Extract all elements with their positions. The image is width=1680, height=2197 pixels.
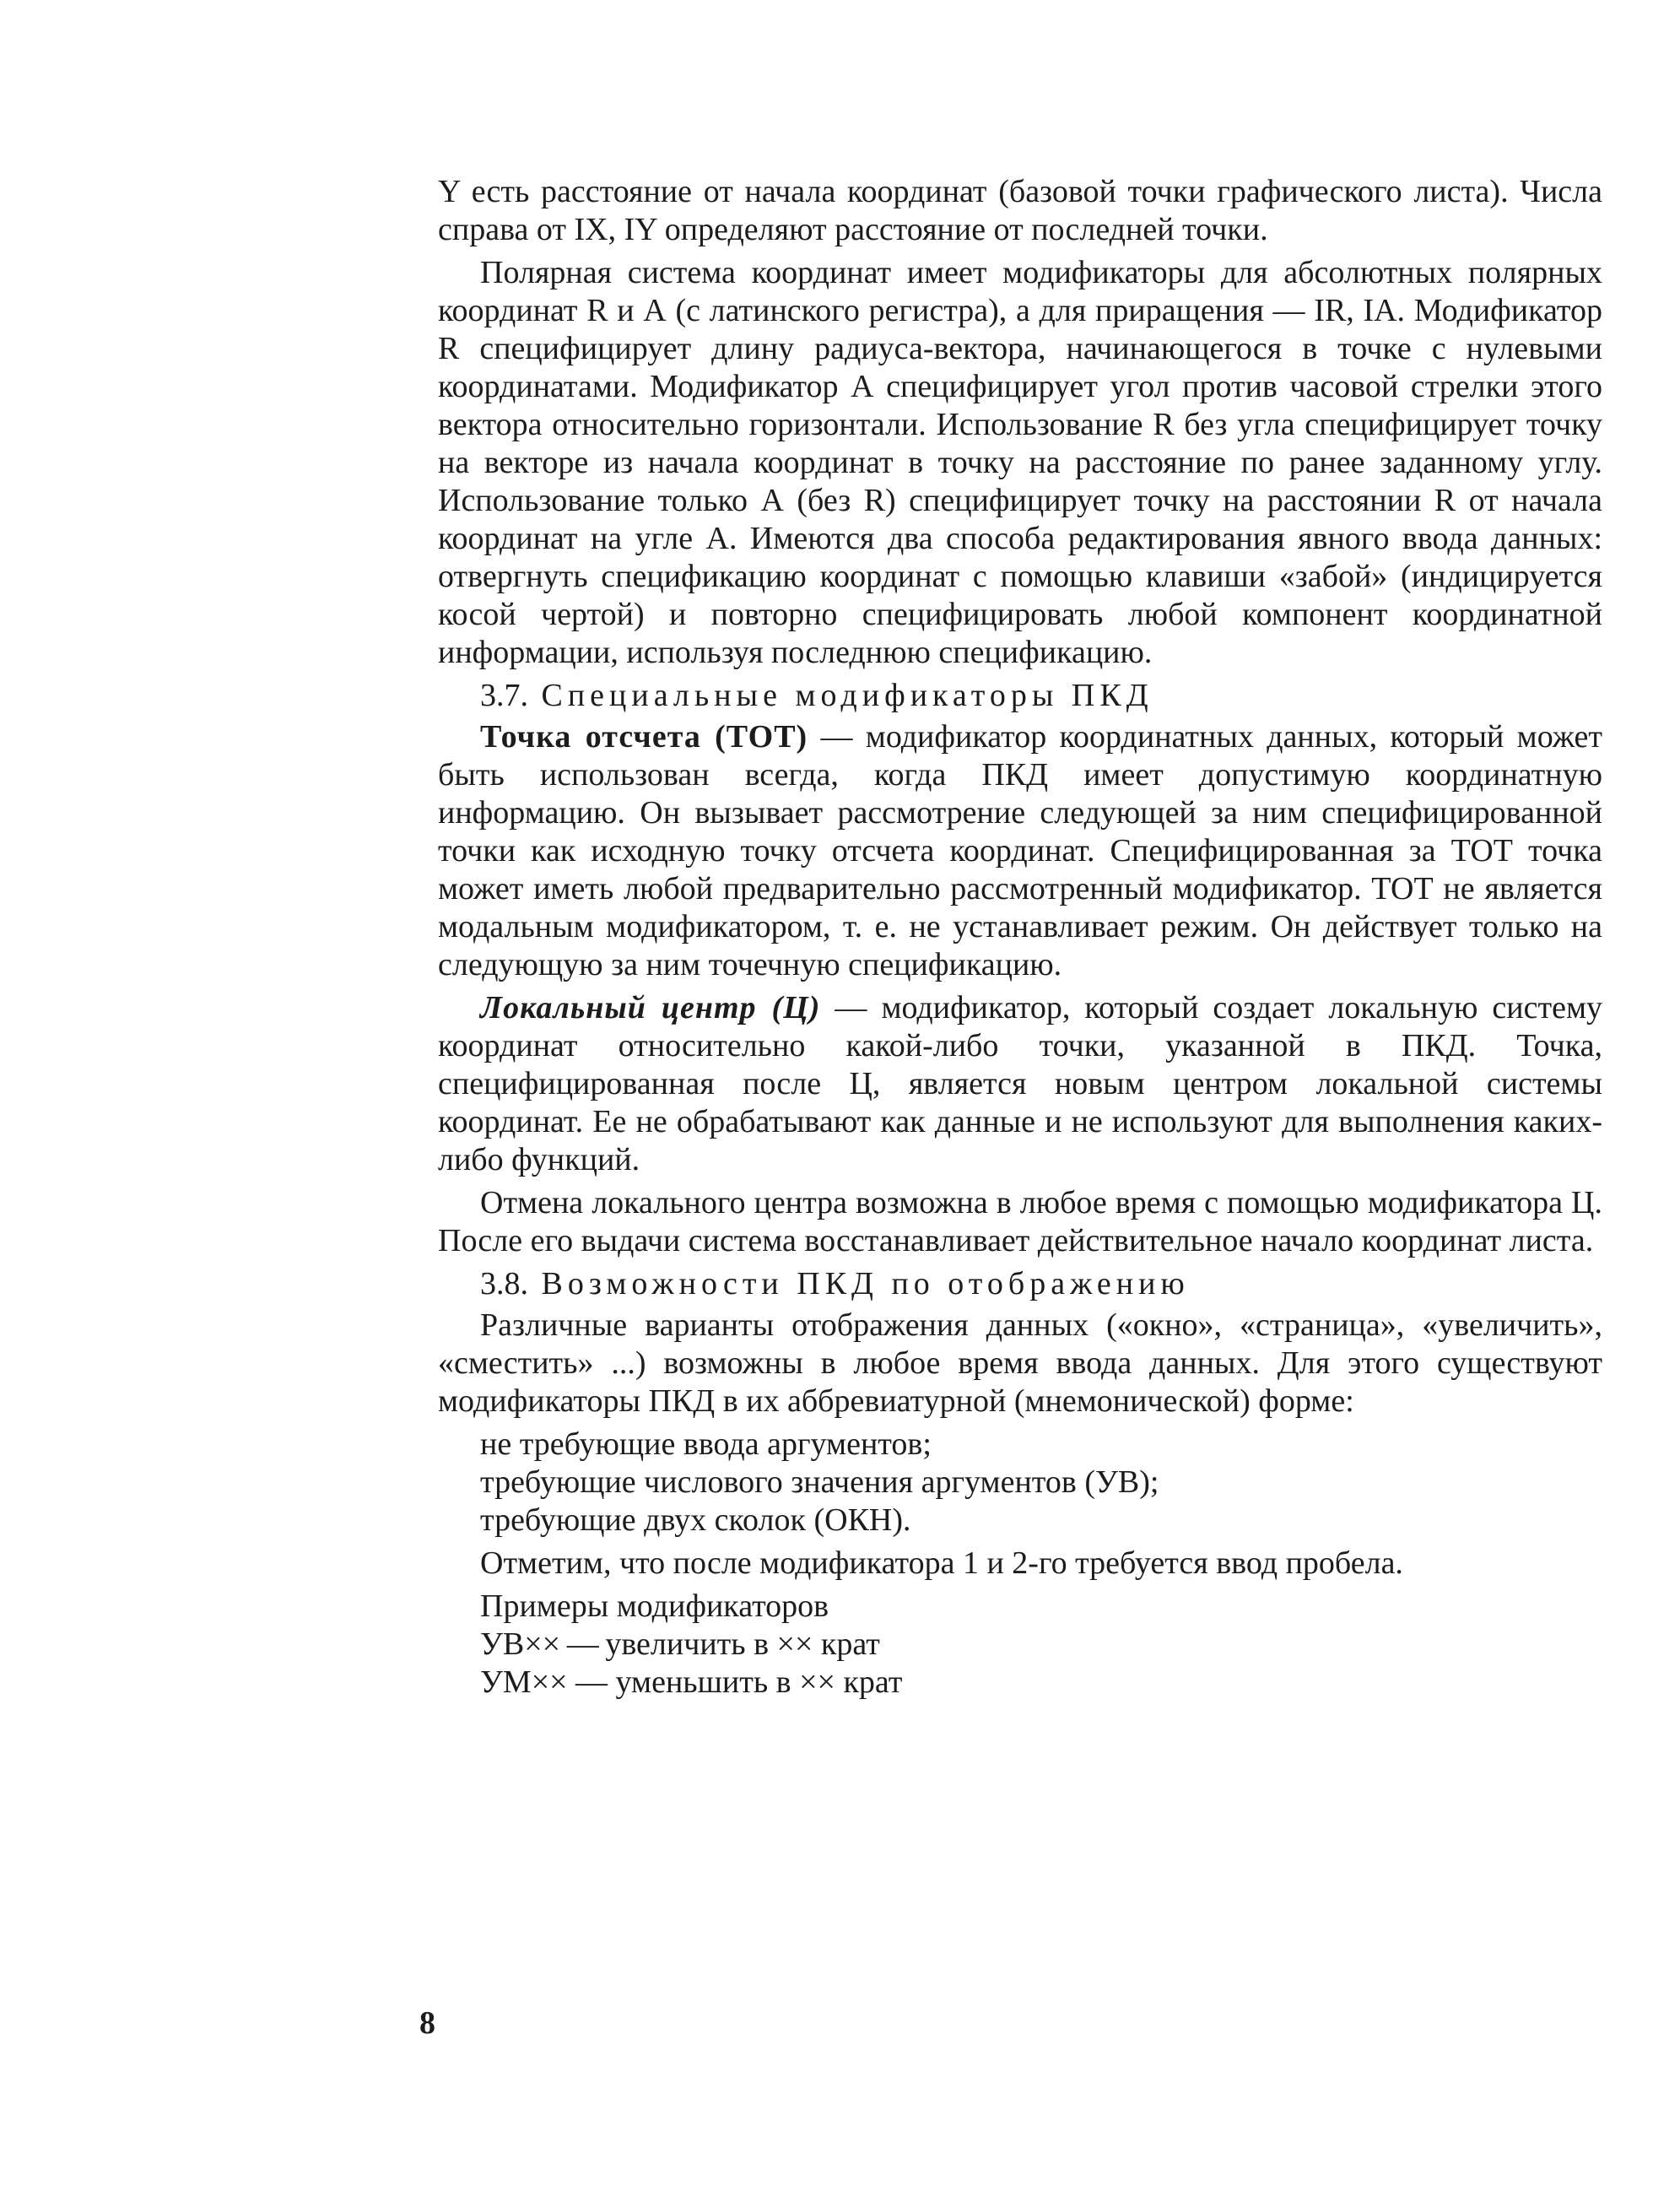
section-heading-3-8	[438, 1265, 1602, 1303]
term-reference-point: Точка отсчета (ТОТ)	[480, 719, 808, 755]
list-item: не требующие ввода аргументов;	[480, 1426, 932, 1462]
section-number: 3.8.	[480, 1266, 528, 1301]
paragraph-reference-point	[438, 718, 1602, 984]
list-item: УВ×× — увеличить в ×× крат	[480, 1626, 880, 1662]
paragraph-local-center	[438, 989, 1602, 1179]
paragraph-polar-system: Полярная система координат имеет модификаторы для абсолютных полярных координат R и А (с латинского регистра), а для приращения — IR, IA. Модификатор R специфицирует длину радиуса-вектора, начинающегося в точке с нулевыми координатами. Модификатор А специфицирует угол против часовой стрелки этого вектора относительно горизонтали. Использование R без угла специфицирует точку на векторе из начала координат в точку на расстояние по ранее заданному углу. Использование только А (без R) специфицирует точку на расстоянии R от начала координат на угле А. Имеются два способа редактирования явного ввода данных: отвергнуть спецификацию координат с помощью клавиши «забой» (индицируется косой чертой) и повторно специфицировать любой компонент координатной информации, используя последнюю спецификацию.	[438, 255, 1602, 670]
list-item: УМ×× — уменьшить в ×× крат	[480, 1664, 903, 1700]
paragraph-display-options: Различные варианты отображения данных («окно», «страница», «увеличить», «сместить» ...) возможны в любое время ввода данных. Для этого существуют модификаторы ПКД в их аббревиатурной (мнемонической) форме:	[438, 1307, 1602, 1419]
paragraph-cancel-local-center: Отмена локального центра возможна в любое время с помощью модификатора Ц. После его выдачи система восстанавливает действительное начало координат листа.	[438, 1185, 1602, 1258]
section-heading-3-7	[438, 677, 1602, 715]
section-title: Возможности ПКД по отображению	[541, 1266, 1190, 1301]
page-number: 8	[419, 2005, 435, 2041]
section-number: 3.7.	[480, 678, 528, 713]
term-local-center: Локальный центр (Ц)	[480, 990, 821, 1025]
main-text	[438, 173, 1602, 1702]
paragraph-coordinates-origin: Y есть расстояние от начала координат (базовой точки графического листа). Числа справа от IX, IY определяют расстояние от последней точки.	[438, 174, 1602, 247]
paragraph-text: — модификатор координатных данных, который может быть использован всегда, когда ПКД имеет допустимую координатную информацию. Он вызывает рассмотрение следующей за ним специфицированной точки как исходную точку отсчета координат. Специфицированная за ТОТ точка может иметь любой предварительно рассмотренный модификатор. ТОТ не является модальным модификатором, т. е. не устанавливает режим. Он действует только на следующую за ним точечную спецификацию.	[438, 719, 1602, 982]
paragraph-text: — модификатор, который создает локальную систему координат относительно какой-либо точки, указанной в ПКД. Точка, специфицированная после Ц, является новым центром локальной системы координат. Ее не обрабатывают как данные и не используют для выполнения каких-либо функций.	[438, 990, 1602, 1177]
list-item: требующие числового значения аргументов (УВ);	[480, 1464, 1159, 1500]
section-title: Специальные модификаторы ПКД	[541, 678, 1153, 713]
paragraph-space-note: Отметим, что после модификатора 1 и 2-го требуется ввод пробела.	[480, 1545, 1403, 1581]
list-item: требующие двух сколок (ОКН).	[480, 1502, 911, 1538]
examples-title: Примеры модификаторов	[480, 1588, 829, 1624]
